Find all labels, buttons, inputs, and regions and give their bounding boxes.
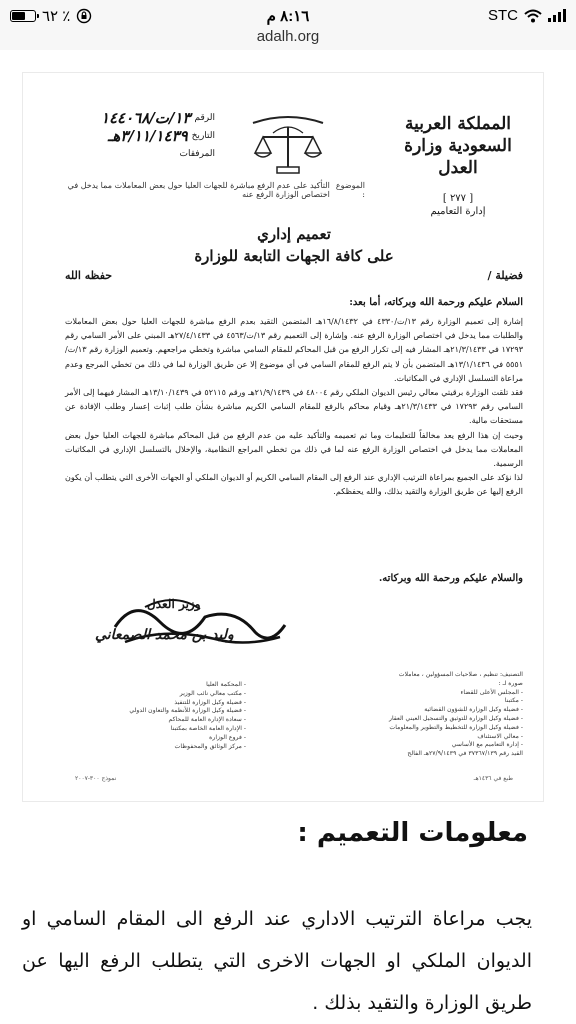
salutation: السلام عليكم ورحمة الله وبركاته، أما بعد: (349, 297, 523, 308)
info-heading: معلومات التعميم : (297, 818, 528, 848)
info-text: يجب مراعاة الترتيب الاداري عند الرفع الى المقام السامي او الديوان الملكي او الجهات الاخرى التي يتطلب الرفع اليها عن طريق الوزارة والتقيد بذلك . (22, 908, 532, 1014)
ref-number-label: الرقم (194, 113, 215, 123)
ministry-name: المملكة العربية السعودية وزارة العدل (404, 114, 512, 178)
battery-percent: ٦٢ ٪ (42, 8, 71, 25)
list-item: القيد رقم ٣٧٣٦٧/١٣٩ في ٢٧/٩/١٤٣٩هـ الفالح (407, 750, 523, 758)
address-bar[interactable] (0, 28, 576, 50)
minister-title: وزير العدل (147, 597, 201, 611)
distribution-list-right (323, 671, 523, 759)
list-item: - مركز الوثائق والمحفوظات (174, 742, 246, 750)
list-item: صورة لـ : (498, 679, 523, 687)
subject-text: التأكيد على عدم الرفع مباشرة للجهات العليا حول بعض المعاملات مما يدخل في اختصاص الوزارة الرفع عنه (67, 181, 330, 199)
list-item: - فضيلة وكيل الوزارة للتوثيق والتسجيل العيني العقار (389, 714, 523, 722)
status-bar (0, 0, 576, 30)
list-item: - مكتب معالي نائب الوزير (179, 689, 246, 697)
list-item: - المحكمة العليا (206, 681, 246, 688)
circular-body (65, 315, 523, 500)
distribution-list-left (71, 681, 246, 751)
carrier-name: STC (488, 7, 518, 24)
list-item: - إدارة التعاميم مع الأساسي (451, 741, 523, 749)
body-paragraph: وحيث إن هذا الرفع يعد مخالفاً للتعليمات وما تم تعميمه والتأكيد عليه من عدم الرفع من قبل المحاكم مباشرة للجهات العليا حول بعض المعاملات مما يدخل في اختصاص الوزارة الرفع عنه لما في ذلك من تخطي المراجع النظامية، والإخلال بالتسلسل الإداري في المكاتبات الرسمية. (65, 430, 524, 469)
subject-label: الموضوع : (335, 181, 365, 199)
list-item: - فضيلة وكيل الوزارة للأنظمة والتعاون الدولي (129, 707, 246, 715)
list-item: - سعادة الإدارة العامة للمحاكم (168, 716, 246, 724)
list-item: التصنيف: تنظيم ، صلاحيات المسؤولين ، معاملات (398, 671, 523, 678)
circular-number: [ ٢٧٧ ] (442, 193, 474, 204)
saudi-emblem-icon (243, 113, 333, 179)
reference-block (65, 109, 215, 163)
document-image (22, 72, 544, 802)
body-paragraph: لذا نؤكد على الجميع بمراعاة الترتيب الإداري عند الرفع إلى المقام السامي الكريم أو الديوان الملكي أو الجهات الأخرى التي يتطلب أن يكون الرفع إليها عن طريق الوزارة والتقيد بذلك، والله يحفظكم. (65, 473, 523, 497)
greeting-blessing: حفظه الله (65, 269, 113, 282)
department-name: إدارة التعاميم (430, 206, 486, 217)
title-line-2: على كافة الجهات التابعة للوزارة (194, 247, 394, 265)
url-text: adalh.org (256, 28, 320, 45)
list-item: - فضيلة وكيل الوزارة للتنفيذ (174, 698, 246, 706)
list-item: - فروع الوزارة (209, 733, 246, 741)
circular-document (65, 109, 523, 789)
ref-date-label: التاريخ (191, 131, 215, 141)
greeting-row (65, 269, 523, 282)
list-item: - الإدارة العامة الخاصة بمكتبنا (170, 724, 246, 732)
circular-title (65, 223, 523, 267)
list-item: - فضيلة وكيل الوزارة للشؤون القضائية (424, 706, 523, 714)
list-item: - معالي الاستئناف (477, 732, 523, 740)
list-item: - المجلس الأعلى للقضاء (460, 688, 523, 696)
wifi-icon (524, 9, 542, 23)
body-paragraph: فقد تلقت الوزارة برقيتي معالي رئيس الديوان الملكي رقم ٤٨٠٠٤ في ٢١/٩/١٤٣٩هـ ورقم ٥٢١١٥ في ١٣/١٠/١٤٣٩هـ المشار فيهما إلى الأمر السامي رقم ١٧٢٩٣ في ٢١/٣/١٤٣٣هـ وقيام محاكم بالرفع للمقام السامي الكريم مباشرة بشأن طلب إثبات إعسار وطلب الإفادة عن مستحقات مالية. (65, 388, 524, 426)
ref-number-value: ١٣/ت/١٤٤٠٦٨ (100, 109, 191, 127)
minister-name: وليد بن محمد الصمعاني (95, 627, 234, 643)
closing-salutation: والسلام عليكم ورحمة الله وبركاته. (378, 573, 523, 584)
list-item: - فضيلة وكيل الوزارة للتخطيط والتطوير والمعلومات (389, 723, 523, 731)
list-item: - مكتبنا (504, 697, 523, 705)
print-year: طبع في ١٤٣٦هـ (473, 775, 513, 782)
ref-date-value: ٣/١١/١٤٣٩هـ (107, 127, 188, 145)
body-paragraph: إشارة إلى تعميم الوزارة رقم ١٣/ت/٤٣٣٠ في ١٦/٨/١٤٣٢هـ المتضمن التقيد بعدم الرفع مباشرة للجهات العليا حول بعض المعاملات والطلبات مما يدخل في اختصاص الوزارة الرفع عنه. وإشارة إلى التعميم رقم ١٣/ت/٤٥٦٣ في ٢٧/٤/١٤٣٣هـ المبني على الأمر السامي رقم ١٧٢٩٣ في ٢١/٣/١٤٣٣هـ المشار فيه إلى تكرار الرفع من قبل المحاكم للمقام السامي مباشرة وتخطي مراجعهم. وتعميم الوزارة رقم ١٣/ت/٥٥٥١ في ١٣/١/١٤٣٦هـ المتضمن بأن لا يتم الرفع للمقام السامي في أي موضوع إلا عن طريق الوزارة لما في ذلك من تخطي المرجع وعدم مراعاة التسلسل الإداري في المكاتبات. (65, 317, 524, 383)
greeting: فضيلة / (487, 269, 523, 282)
title-line-1: تعميم إداري (257, 225, 331, 243)
form-number: نموذج ٣٠٠-٢٠٠٧ (75, 775, 117, 782)
subject-line (65, 181, 365, 199)
ref-attachments-label: المرفقات (179, 149, 215, 159)
ministry-header (393, 113, 523, 217)
clock: ٨:١٦ م (266, 8, 310, 25)
signal-bars-icon (548, 9, 566, 22)
